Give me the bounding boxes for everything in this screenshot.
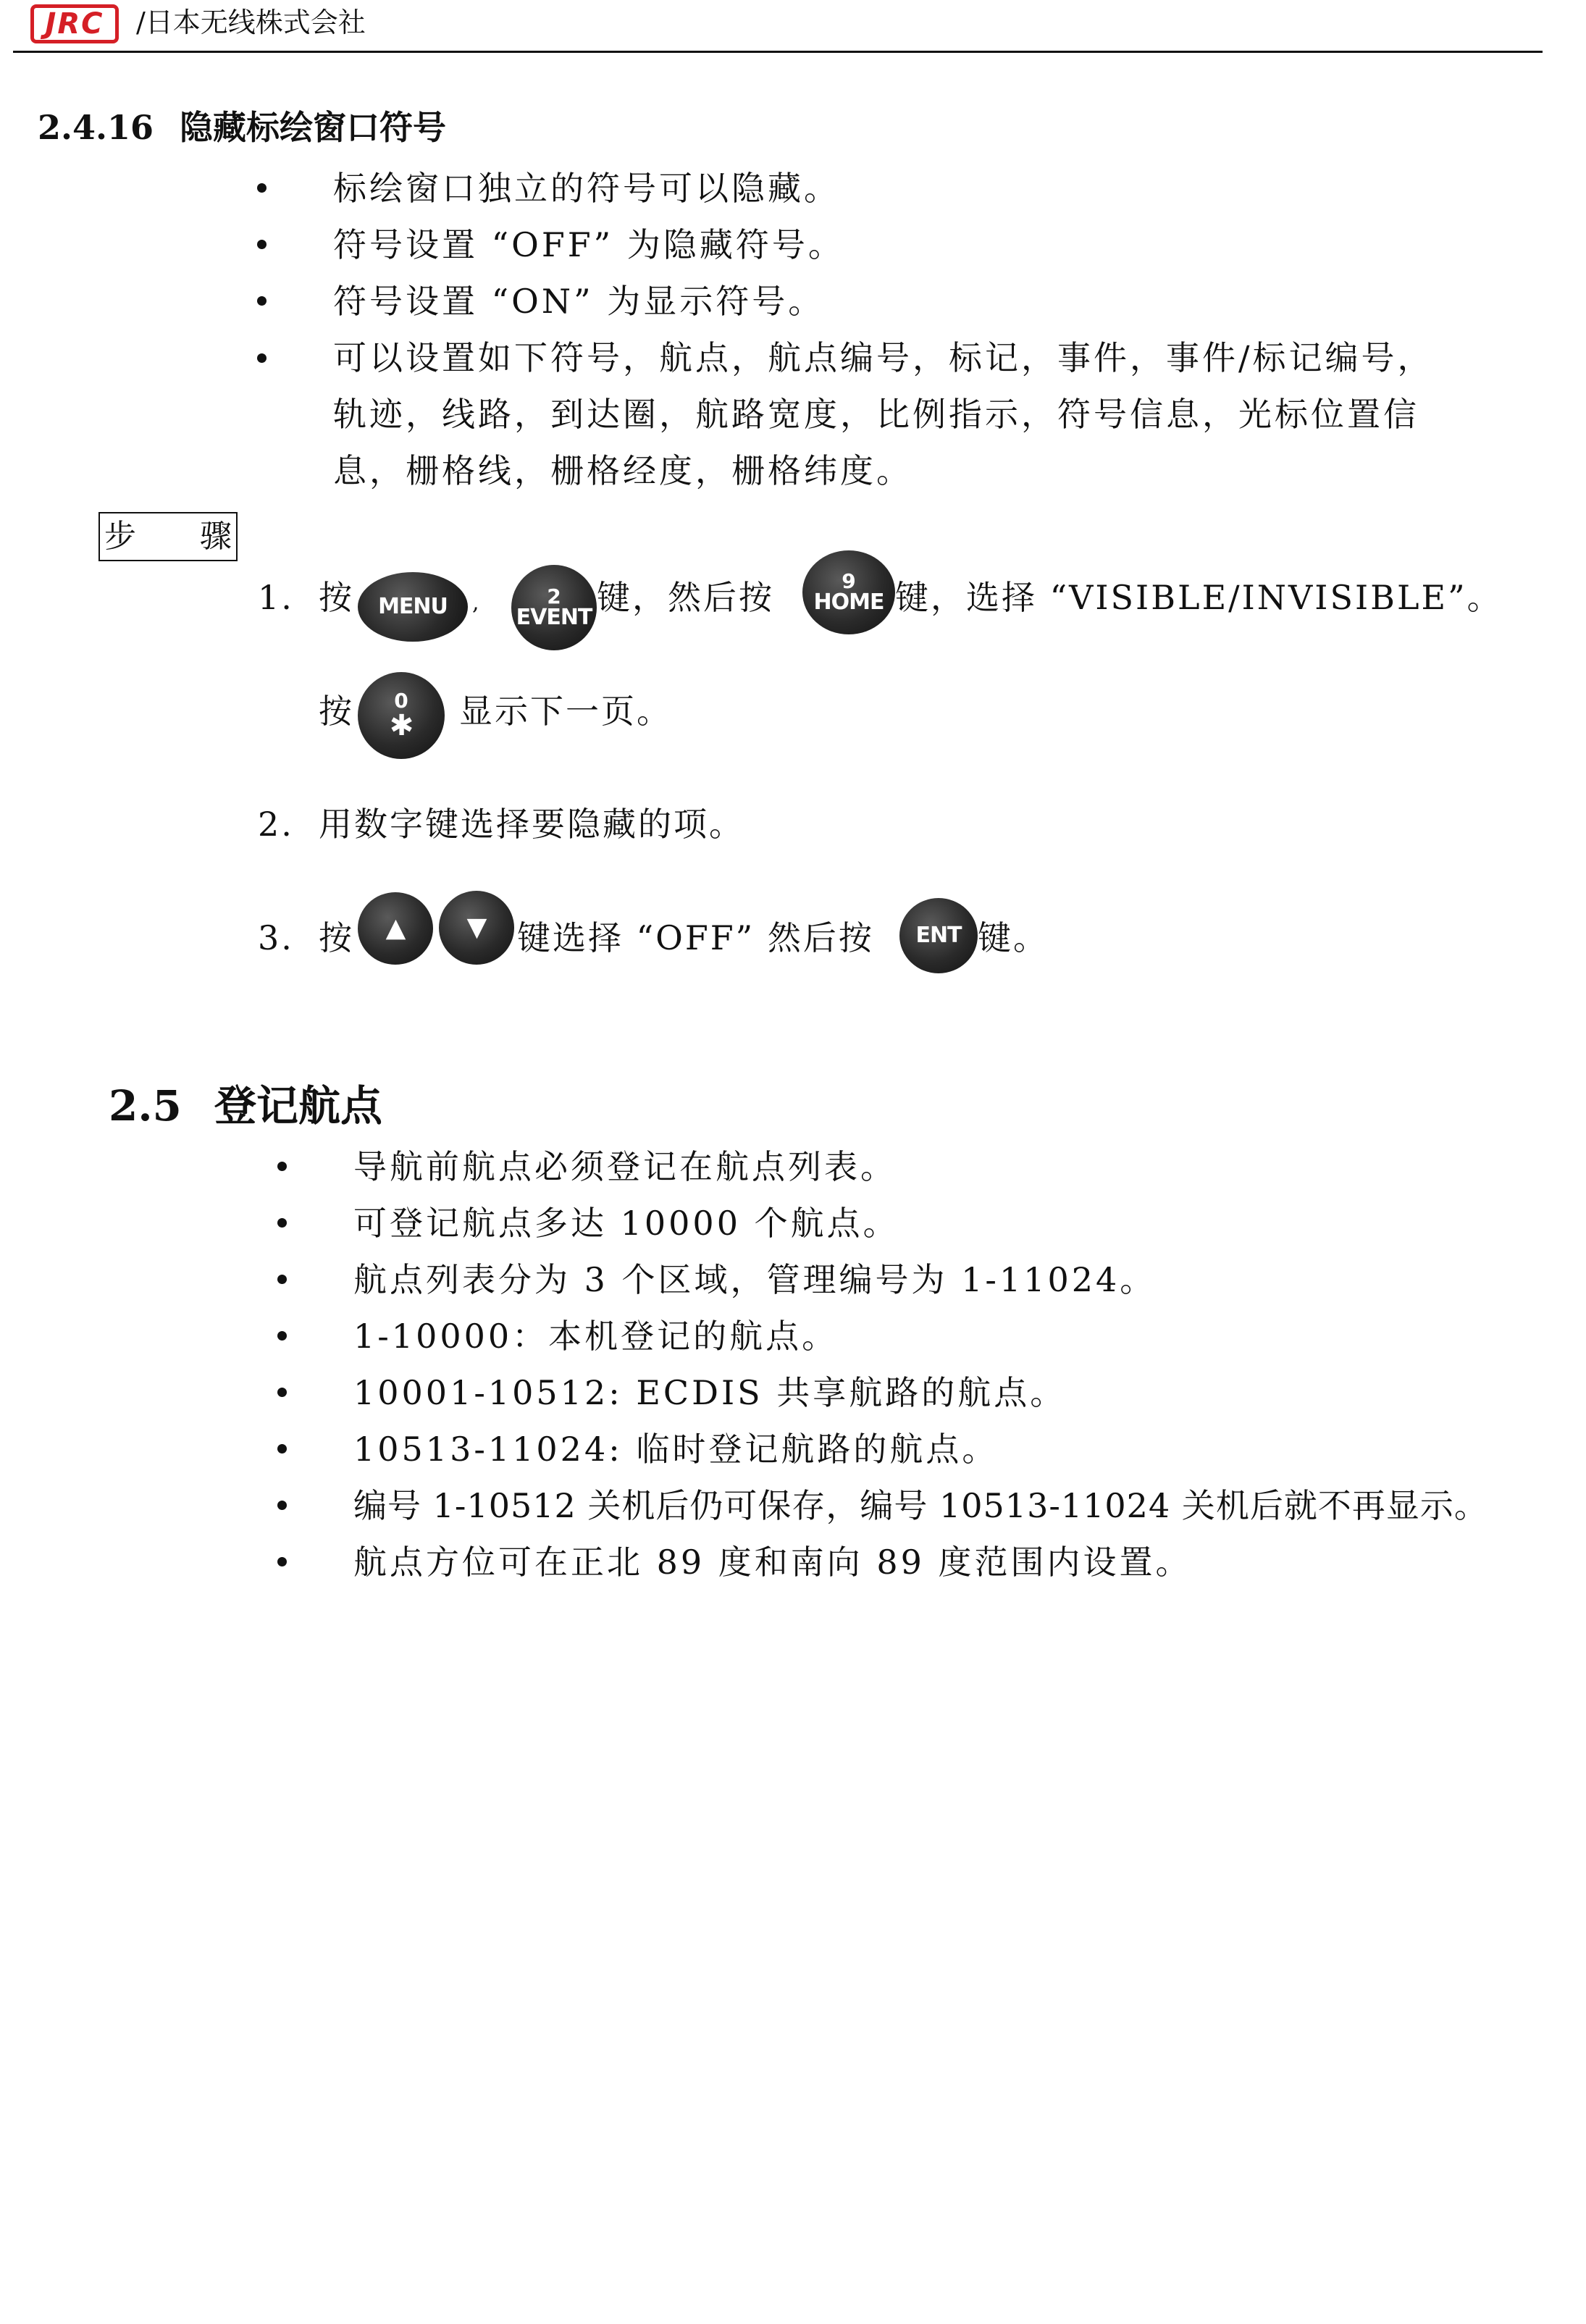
steps-label-left: 步: [104, 518, 136, 555]
step-text: 按: [319, 578, 354, 617]
list-item: 标绘窗口独立的符号可以隐藏。: [333, 169, 840, 208]
list-item-continuation: 息，栅格线，栅格经度，栅格纬度。: [333, 451, 912, 490]
bullet-dot: [277, 1444, 287, 1453]
step-text: 键，然后按: [597, 578, 774, 617]
star-key-label: ✱: [389, 709, 414, 742]
list-item: 编号 1-10512 关机后仍可保存，编号 10513-11024 关机后就不再显示。: [353, 1486, 1488, 1525]
step-text: 显示下一页。: [459, 692, 672, 731]
step-number: 3.: [258, 918, 294, 957]
list-item: 10513-11024: 临时登记航路的航点。: [353, 1430, 999, 1469]
star-key-number: 0: [394, 689, 408, 713]
bullet-dot: [257, 240, 267, 249]
list-item: 1-10000：本机登记的航点。: [353, 1317, 839, 1356]
list-item: 符号设置 “OFF” 为隐藏符号。: [333, 225, 844, 264]
up-arrow-glyph: ▲: [385, 913, 406, 943]
ent-key-label: ENT: [915, 923, 962, 948]
bullet-dot: [257, 183, 267, 193]
step-number: 1.: [258, 578, 294, 617]
section-title: 隐藏标绘窗口符号: [180, 108, 446, 147]
step-text: 键选择 “OFF” 然后按: [517, 918, 874, 957]
bullet-dot: [277, 1557, 287, 1566]
section-title: 登记航点: [214, 1081, 383, 1130]
menu-key-label: MENU: [378, 594, 448, 619]
bullet-dot: [277, 1275, 287, 1284]
menu-key-icon: [358, 572, 468, 642]
step-text: 键。: [978, 918, 1049, 957]
home-key-number: 9: [842, 569, 856, 593]
header-divider: [13, 51, 1543, 53]
bullet-dot: [277, 1388, 287, 1397]
ent-key-icon: [899, 898, 978, 973]
home-key-label: HOME: [813, 590, 884, 615]
company-name: /日本无线株式会社: [136, 7, 366, 38]
section-number: 2.5: [109, 1081, 182, 1130]
bullet-dot: [257, 353, 267, 363]
list-item: 航点列表分为 3 个区域，管理编号为 1-11024。: [353, 1260, 1157, 1299]
list-item: 导航前航点必须登记在航点列表。: [353, 1147, 897, 1186]
list-item: 航点方位可在正北 89 度和南向 89 度范围内设置。: [353, 1543, 1192, 1582]
steps-label-right: 骤: [200, 518, 232, 555]
list-item-continuation: 轨迹，线路，到达圈，航路宽度，比例指示，符号信息，光标位置信: [333, 395, 1419, 434]
section-number: 2.4.16: [38, 108, 154, 147]
list-item: 10001-10512: ECDIS 共享航路的航点。: [353, 1373, 1067, 1412]
bullet-dot: [257, 296, 267, 306]
step-text: 用数字键选择要隐藏的项。: [319, 805, 744, 844]
steps-label: [98, 512, 238, 561]
bullet-dot: [277, 1218, 287, 1228]
list-item: 可登记航点多达 10000 个航点。: [353, 1204, 899, 1243]
logo-text: JRC: [45, 7, 104, 41]
step-number: 2.: [258, 805, 294, 844]
bullet-dot: [277, 1331, 287, 1341]
jrc-logo: [30, 4, 119, 43]
down-arrow-glyph: ▼: [466, 913, 487, 942]
separator-comma: ,: [472, 590, 482, 616]
step-text: 键，选择 “VISIBLE/INVISIBLE”。: [895, 578, 1503, 617]
event-key-label: EVENT: [516, 605, 592, 630]
down-arrow-key-icon: [439, 891, 514, 965]
up-arrow-key-icon: [358, 892, 433, 965]
step-text: 按: [319, 692, 354, 731]
section-25-heading: [109, 1081, 383, 1130]
star-key-icon: [358, 672, 445, 759]
bullet-dot: [277, 1162, 287, 1171]
home-key-icon: [802, 550, 895, 634]
bullet-dot: [277, 1501, 287, 1510]
section-2416-heading: [38, 108, 446, 147]
list-item: 符号设置 “ON” 为显示符号。: [333, 282, 825, 321]
event-key-number: 2: [547, 584, 561, 608]
step-text: 按: [319, 918, 354, 957]
event-key-icon: [511, 565, 597, 650]
list-item: 可以设置如下符号，航点，航点编号，标记，事件，事件/标记编号，: [333, 338, 1434, 377]
